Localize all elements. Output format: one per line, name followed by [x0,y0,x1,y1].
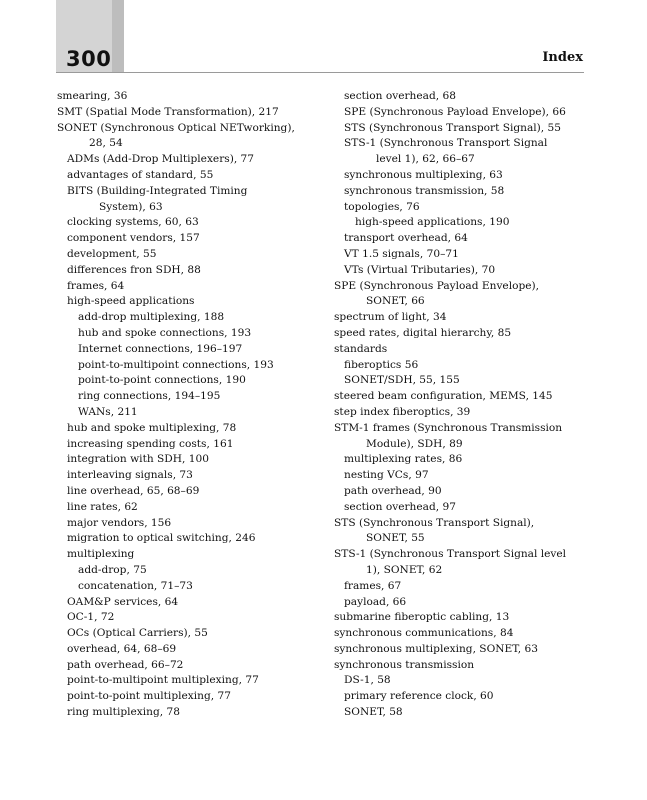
index-entry: smearing, 36 [57,90,128,102]
index-entry: SPE (Synchronous Payload Envelope), 66 [344,105,566,118]
index-entry: line rates, 62 [67,500,138,513]
index-entry: differences fron SDH, 88 [67,263,201,276]
page-number: 300 [66,47,112,71]
index-entry: WANs, 211 [78,405,138,418]
index-entry: level 1), 62, 66–67 [376,153,475,166]
index-entry: line overhead, 65, 68–69 [67,484,200,497]
index-entry: advantages of standard, 55 [67,168,214,181]
index-entry: payload, 66 [344,595,407,608]
index-entry: speed rates, digital hierarchy, 85 [334,326,512,339]
index-entry: SMT (Spatial Mode Transformation), 217 [57,105,279,118]
index-entry: VTs (Virtual Tributaries), 70 [344,263,496,276]
index-entry: SPE (Synchronous Payload Envelope), [334,279,540,292]
index-entry: point-to-point connections, 190 [78,374,246,387]
index-entry: path overhead, 66–72 [67,658,184,671]
index-entry: STS-1 (Synchronous Transport Signal [344,137,548,150]
index-entry: clocking systems, 60, 63 [67,216,199,229]
index-entry: component vendors, 157 [67,232,200,245]
index-entry: primary reference clock, 60 [344,690,494,703]
index-entry: hub and spoke multiplexing, 78 [67,421,237,434]
index-entry: multiplexing [67,548,135,561]
index-entry: synchronous multiplexing, SONET, 63 [334,642,538,655]
index-entry: integration with SDH, 100 [67,453,209,466]
index-entry: OC-1, 72 [67,611,115,624]
index-entry: synchronous transmission [334,658,475,671]
index-entry: SONET, 66 [366,295,425,308]
index-entry: section overhead, 97 [344,500,456,513]
index-entry: step index fiberoptics, 39 [334,405,471,418]
index-entry: DS-1, 58 [344,674,391,687]
page-number-tab-edge [112,0,124,72]
index-entry: synchronous multiplexing, 63 [344,168,503,181]
index-entry: nesting VCs, 97 [344,469,429,482]
index-entry: migration to optical switching, 246 [67,532,256,545]
index-entry: SONET/SDH, 55, 155 [344,374,460,387]
index-entry: synchronous transmission, 58 [344,184,505,197]
index-entry: 1), SONET, 62 [366,563,443,576]
index-entry: concatenation, 71–73 [78,579,193,592]
index-entry: high-speed applications [67,295,195,308]
index-entry: VT 1.5 signals, 70–71 [344,247,459,260]
index-entry: Module), SDH, 89 [366,437,463,450]
index-entry: STM-1 frames (Synchronous Transmission [334,421,563,434]
index-entry: interleaving signals, 73 [67,469,193,482]
index-column-left [57,89,325,721]
index-entry: synchronous communications, 84 [334,627,514,640]
index-entry: STS (Synchronous Transport Signal), [334,516,535,529]
index-entry: System), 63 [99,200,163,213]
index-entry: fiberoptics 56 [344,358,419,371]
index-entry: major vendors, 156 [67,516,172,529]
index-entry: STS-1 (Synchronous Transport Signal level [334,548,567,561]
index-entry: ring connections, 194–195 [78,390,221,403]
index-entry: point-to-multipoint multiplexing, 77 [67,674,259,687]
index-entry: multiplexing rates, 86 [344,453,463,466]
index-entry: Internet connections, 196–197 [78,342,243,355]
section-title: Index [542,50,583,65]
index-entry: steered beam configuration, MEMS, 145 [334,390,553,403]
index-entry: transport overhead, 64 [344,232,468,245]
index-entry: 28, 54 [89,137,123,150]
index-entry: frames, 64 [67,279,125,292]
index-entry: add-drop multiplexing, 188 [78,311,225,324]
index-entry: OAM&P services, 64 [67,595,179,608]
index-entry: frames, 67 [344,579,402,592]
index-entry: path overhead, 90 [344,484,442,497]
index-entry: ADMs (Add-Drop Multiplexers), 77 [67,153,255,166]
index-column-right [334,89,589,721]
index-entry: increasing spending costs, 161 [67,437,234,450]
index-entry: topologies, 76 [344,200,420,213]
index-entry: point-to-point multiplexing, 77 [67,690,231,703]
index-entry: STS (Synchronous Transport Signal), 55 [344,121,562,134]
index-entry: high-speed applications, 190 [355,216,510,229]
index-entry: SONET, 58 [344,706,403,719]
index-entry: hub and spoke connections, 193 [78,326,252,339]
index-entry: OCs (Optical Carriers), 55 [67,627,208,640]
header-rule [56,72,584,73]
index-entry: standards [334,342,388,355]
index-entry: section overhead, 68 [344,90,456,102]
index-entry: spectrum of light, 34 [334,311,447,324]
index-entry: BITS (Building-Integrated Timing [67,184,248,197]
index-entry: SONET (Synchronous Optical NETworking), [57,121,295,134]
index-entry: SONET, 55 [366,532,425,545]
index-entry: ring multiplexing, 78 [67,706,180,719]
index-entry: submarine fiberoptic cabling, 13 [334,611,510,624]
index-entry: development, 55 [67,247,157,260]
index-entry: point-to-multipoint connections, 193 [78,358,274,371]
index-entry: overhead, 64, 68–69 [67,642,177,655]
index-entry: add-drop, 75 [78,563,147,576]
